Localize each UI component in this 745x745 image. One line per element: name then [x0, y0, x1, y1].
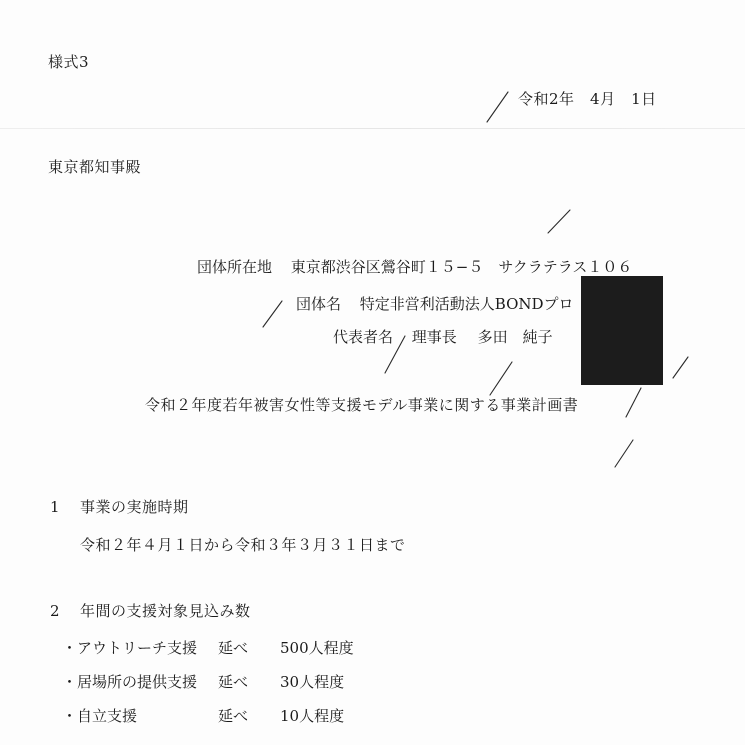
pen-mark	[263, 301, 282, 327]
org-name-value: 特定非営利活動法人BONDプロ	[359, 295, 574, 313]
document-date: 令和2年 4月 1日	[518, 90, 657, 108]
representative-row	[333, 330, 553, 345]
support-basis: 延べ	[218, 707, 249, 725]
support-basis: 延べ	[218, 639, 249, 657]
support-type: ・自立支援	[62, 707, 138, 725]
section2-heading-text: 年間の支援対象見込み数	[80, 602, 251, 620]
pen-mark	[615, 440, 633, 467]
scan-fold-line	[0, 128, 745, 129]
pen-mark	[673, 357, 688, 378]
document-title: 令和２年度若年被害女性等支援モデル事業に関する事業計画書	[145, 396, 579, 414]
org-name-label: 団体名	[296, 295, 342, 313]
section2-heading	[50, 604, 251, 619]
section1-body: 令和２年４月１日から令和３年３月３１日まで	[80, 536, 406, 554]
address-row	[197, 260, 632, 275]
section1-heading-text: 事業の実施時期	[80, 498, 189, 516]
section1-heading	[50, 500, 189, 515]
redaction-block	[581, 276, 663, 385]
section1-number: 1	[50, 498, 61, 516]
support-count: 30人程度	[280, 673, 345, 691]
addressee: 東京都知事殿	[48, 158, 142, 176]
representative-label: 代表者名	[333, 328, 394, 346]
pen-mark	[626, 388, 641, 417]
org-name-row	[296, 297, 574, 312]
support-type: ・居場所の提供支援	[62, 673, 198, 691]
support-basis: 延べ	[218, 673, 249, 691]
pen-mark	[548, 210, 570, 233]
support-count: 500人程度	[280, 639, 354, 657]
pen-mark	[490, 362, 512, 395]
pen-mark	[487, 92, 508, 122]
form-number: 様式3	[48, 53, 90, 71]
representative-title: 理事長	[411, 328, 457, 346]
support-count: 10人程度	[280, 707, 345, 725]
section2-number: 2	[50, 602, 61, 620]
representative-name: 多田 純子	[477, 328, 553, 346]
address-value: 東京都渋谷区鶯谷町１５−５ サクラテラス１０６	[290, 258, 633, 276]
address-label: 団体所在地	[197, 258, 273, 276]
support-type: ・アウトリーチ支援	[62, 639, 198, 657]
